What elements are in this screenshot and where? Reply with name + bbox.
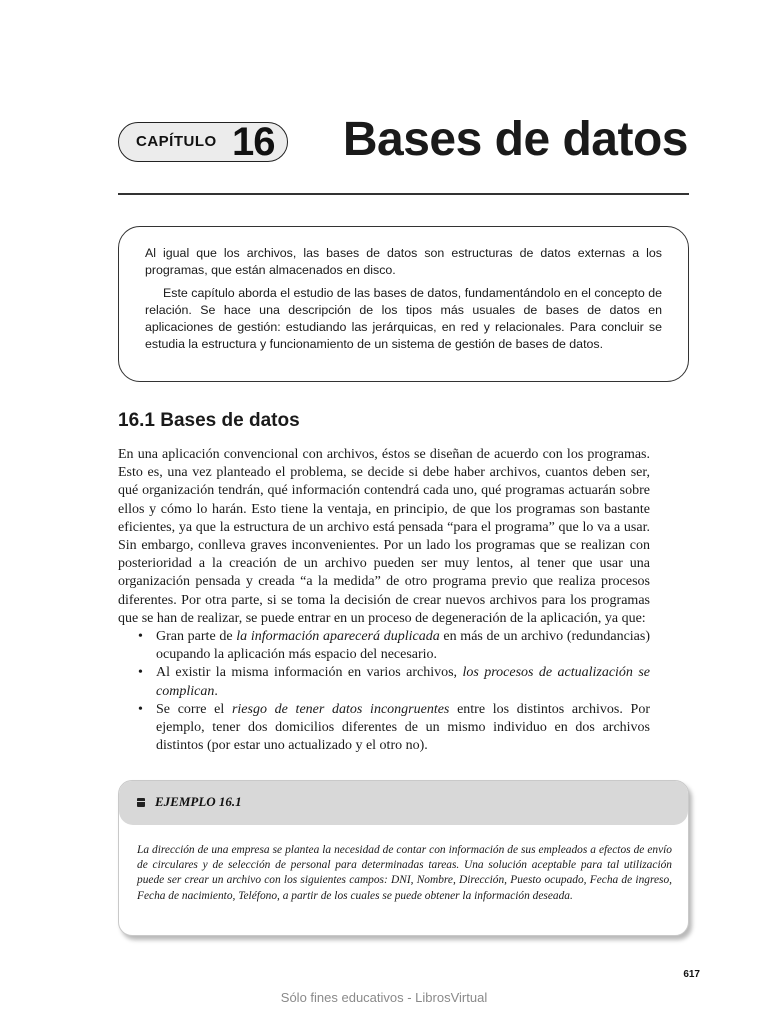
bullet-text: entre los distintos archivos. Por ejemplo, tener dos domicilios diferentes de un mismo individuo en dos archivos distintos (por estar uno actualizado y el otro no). bbox=[156, 701, 650, 754]
intro-paragraph-2: Este capítulo aborda el estudio de las bases de datos, fundamentándolo en el concepto de relación. Se hace una descripción de los tipos más usuales de bases de datos en aplicaciones de gestión: estudiando las jerárquicas, en red y relacionales. Para concluir se estudia la estructura y funcionamiento de un sistema de gestión de bases de datos. bbox=[145, 286, 662, 351]
bullet-text: Se corre el bbox=[156, 701, 232, 717]
page-number: 617 bbox=[683, 969, 700, 980]
chapter-intro-box bbox=[118, 226, 689, 382]
section-heading: 16.1 Bases de datos bbox=[118, 410, 300, 431]
bullet-text: . bbox=[214, 683, 218, 699]
book-icon bbox=[137, 798, 145, 807]
footer-watermark: Sólo fines educativos - LibrosVirtual bbox=[280, 990, 488, 1005]
bullet-item bbox=[118, 701, 650, 756]
bullet-item bbox=[118, 664, 650, 700]
bullet-icon: • bbox=[138, 701, 143, 717]
bullet-text: Gran parte de bbox=[156, 629, 237, 645]
chapter-number: 16 bbox=[232, 120, 275, 164]
bullet-icon: • bbox=[138, 665, 143, 681]
bullet-text: en más de un archivo (redundancias) ocupando la aplicación más espacio del necesario. bbox=[156, 629, 651, 663]
chapter-label: CAPÍTULO bbox=[136, 133, 217, 150]
intro-paragraph-1: Al igual que los archivos, las bases de datos son estructuras de datos externas a los programas, que están almacenados en disco. bbox=[145, 246, 662, 277]
example-text: La dirección de una empresa se plantea la necesidad de contar con información de sus empleados a efectos de envío de circulares y de selección de personal para determinadas tareas. Una solución aceptable para tal utilización puede ser crear un archivo con los siguientes campos: DNI, Nombre, Dirección, Puesto ocupado, Fecha de ingreso, Fecha de nacimiento, Teléfono, a partir de los cuales se puede obtener la información deseada. bbox=[137, 844, 672, 902]
example-header bbox=[119, 781, 688, 825]
bullet-emphasis: la información aparecerá duplicada bbox=[236, 629, 440, 645]
bullet-text: Al existir la misma información en varios archivos, bbox=[156, 665, 463, 681]
bullet-item bbox=[118, 628, 650, 664]
example-box bbox=[118, 780, 689, 936]
chapter-title: Bases de datos bbox=[342, 113, 688, 166]
section-body bbox=[118, 446, 650, 755]
chapter-badge bbox=[118, 122, 288, 162]
bullet-emphasis: los procesos de actualización se complican bbox=[156, 665, 650, 699]
section-paragraph: En una aplicación convencional con archivos, éstos se diseñan de acuerdo con los programas. Esto es, una vez planteado el problema, se decide si debe haber archivos, cuantos deben ser, qué organización tendrán, qué información contendrá cada uno, qué programas actuarán sobre ellos y cómo lo harán. Esto tiene la ventaja, en principio, de que los programas son bastante eficientes, ya que la estructura de un archivo está pensada “para el programa” que lo va a usar. Sin embargo, conlleva graves inconvenientes. Por un lado los programas que se realizan con posterioridad a la creación de un archivo pueden ser muy lentos, al tener que usar una organización pensada y creada “a la medida” de otro programa previo que realiza procesos diferentes. Por otra parte, si se toma la decisión de crear nuevos archivos para los programas que se han de realizar, se puede entrar en un proceso de degeneración de la aplicación, ya que: bbox=[118, 447, 650, 626]
title-divider bbox=[118, 193, 689, 195]
example-title: EJEMPLO 16.1 bbox=[155, 794, 242, 809]
bullet-icon: • bbox=[138, 629, 143, 645]
bullet-list bbox=[118, 628, 650, 755]
bullet-emphasis: riesgo de tener datos incongruentes bbox=[231, 701, 450, 717]
